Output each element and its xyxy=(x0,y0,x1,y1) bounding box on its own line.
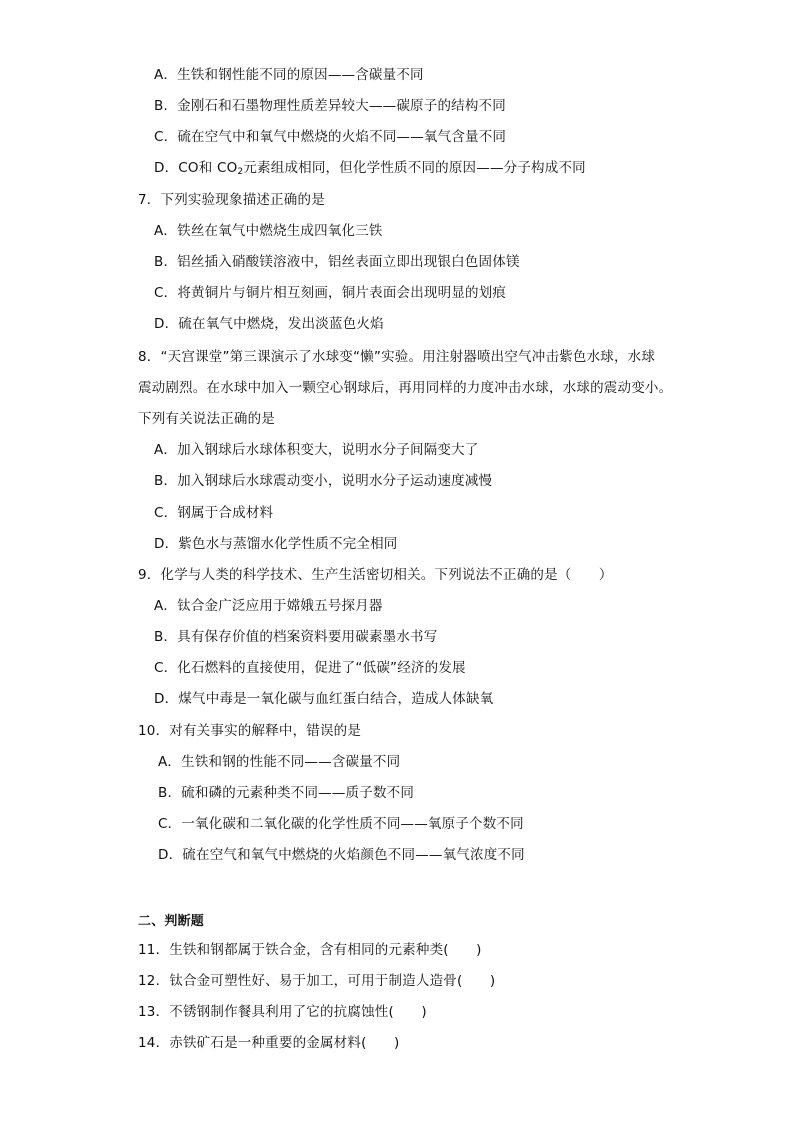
q8-option-b: B．加入钢球后水球震动变小，说明水分子运动速度减慢 xyxy=(154,473,493,489)
q9-option-a: A．钛合金广泛应用于嫦娥五号探月器 xyxy=(154,598,383,614)
q6-option-d-pre: D．CO和 CO xyxy=(154,160,238,176)
q10-option-a: A．生铁和钢的性能不同——含碳量不同 xyxy=(158,754,401,770)
q10-stem: 10．对有关事实的解释中，错误的是 xyxy=(138,723,362,739)
q10-option-b: B．硫和磷的元素种类不同——质子数不同 xyxy=(158,785,415,801)
q7-option-a: A．铁丝在氧气中燃烧生成四氧化三铁 xyxy=(154,223,383,239)
q6-option-a: A．生铁和钢性能不同的原因——含碳量不同 xyxy=(154,67,424,83)
q7-option-d: D．硫在氧气中燃烧，发出淡蓝色火焰 xyxy=(154,316,384,332)
q11-stem: 11．生铁和钢都属于铁合金，含有相同的元素种类( ) xyxy=(138,942,482,958)
q6-option-b: B．金刚石和石墨物理性质差异较大——碳原子的结构不同 xyxy=(154,98,506,114)
q8-option-c: C．钢属于合成材料 xyxy=(154,505,274,521)
q9-option-b: B．具有保存价值的档案资料要用碳素墨水书写 xyxy=(154,629,438,645)
q8-option-d: D．紫色水与蒸馏水化学性质不完全相同 xyxy=(154,536,398,552)
q8-option-a: A．加入钢球后水球体积变大，说明水分子间隔变大了 xyxy=(154,442,479,458)
q9-stem: 9．化学与人类的科学技术、生产生活密切相关。下列说法不正确的是（ ） xyxy=(138,567,613,583)
q8-stem-line-2: 震动剧烈。在水球中加入一颗空心钢球后，再用同样的力度冲击水球，水球的震动变小。 xyxy=(138,380,673,396)
q6-option-d-post: 元素组成相同，但化学性质不同的原因——分子构成不同 xyxy=(243,160,586,176)
q9-option-d: D．煤气中毒是一氧化碳与血红蛋白结合，造成人体缺氧 xyxy=(154,691,494,707)
q7-option-b: B．铝丝插入硝酸镁溶液中，铝丝表面立即出现银白色固体镁 xyxy=(154,254,520,270)
q6-option-c: C．硫在空气中和氧气中燃烧的火焰不同——氧气含量不同 xyxy=(154,129,507,145)
q10-option-d: D．硫在空气和氧气中燃烧的火焰颜色不同——氧气浓度不同 xyxy=(158,847,525,863)
q10-option-c: C．一氧化碳和二氧化碳的化学性质不同——氧原子个数不同 xyxy=(158,816,524,832)
q7-option-c: C．将黄铜片与铜片相互刻画，铜片表面会出现明显的划痕 xyxy=(154,285,507,301)
q6-option-d-subscript: 2 xyxy=(237,167,244,177)
q9-option-c: C．化石燃料的直接使用，促进了“低碳”经济的发展 xyxy=(154,660,466,676)
q13-stem: 13．不锈钢制作餐具利用了它的抗腐蚀性( ) xyxy=(138,1004,427,1020)
q14-stem: 14．赤铁矿石是一种重要的金属材料( ) xyxy=(138,1035,400,1051)
q8-stem-line-1: 8．“天宫课堂”第三课演示了水球变“懒”实验。用注射器喷出空气冲击紫色水球，水球 xyxy=(138,349,656,365)
q12-stem: 12．钛合金可塑性好、易于加工，可用于制造人造骨( ) xyxy=(138,973,496,989)
q6-option-d xyxy=(154,159,586,177)
q7-stem: 7．下列实验现象描述正确的是 xyxy=(138,192,325,208)
section-title-judgement: 二、判断题 xyxy=(138,914,205,929)
q8-stem-line-3: 下列有关说法正确的是 xyxy=(138,411,275,427)
